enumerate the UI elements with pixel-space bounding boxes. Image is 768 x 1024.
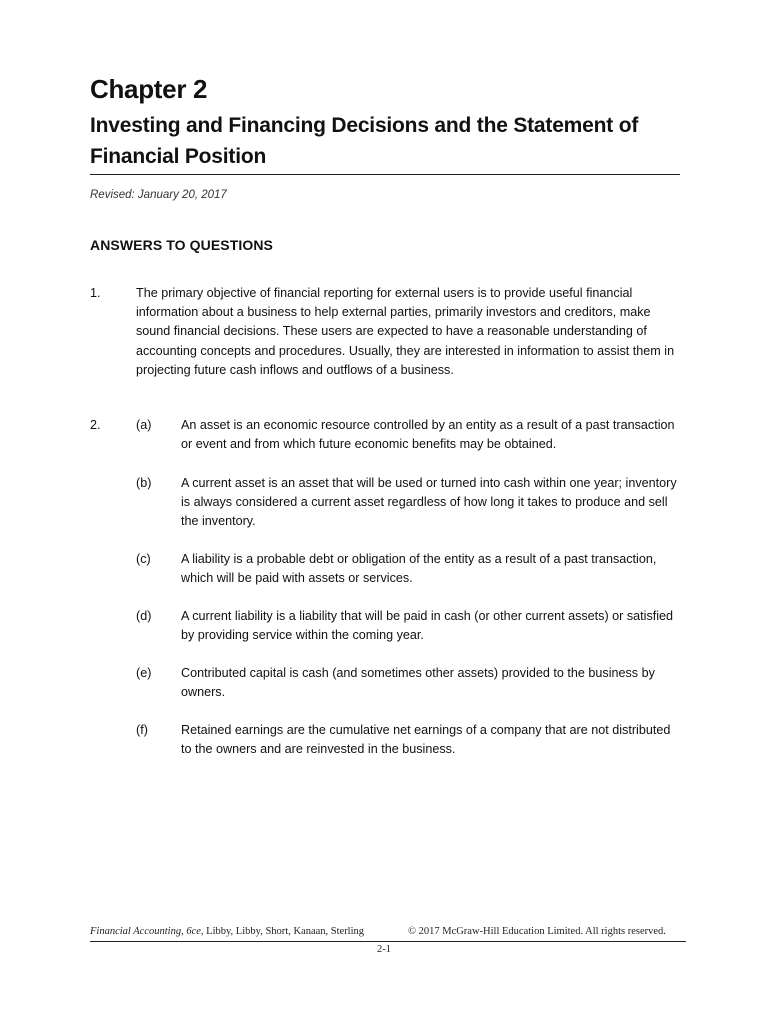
answer-2c-label: (c) xyxy=(136,552,151,566)
footer-authors: Libby, Libby, Short, Kanaan, Sterling xyxy=(203,926,365,937)
answer-2e-label: (e) xyxy=(136,666,152,680)
answer-2c-text: A liability is a probable debt or obligation of the entity as a result of a past transaction, which will be paid with assets or services. xyxy=(181,552,657,586)
chapter-title: Investing and Financing Decisions and the Statement of Financial Position xyxy=(90,114,639,168)
answer-2b-label: (b) xyxy=(136,476,152,490)
page-number: 2-1 xyxy=(377,944,391,955)
answer-2e-text: Contributed capital is cash (and sometimes other assets) provided to the business by owners. xyxy=(181,666,655,700)
answer-2f-text: Retained earnings are the cumulative net earnings of a company that are not distributed to the owners and are reinvested in the business. xyxy=(181,723,671,757)
footer-divider xyxy=(90,941,686,942)
answer-text-1: The primary objective of financial reporting for external users is to provide useful financial information about a business to help external parties, primarily investors and creditors, make sound financial decisions. These users are expected to have a reasonable understanding of accounting concepts and procedures. Usually, they are interested in information to assist them in projecting future cash inflows and outflows of a business. xyxy=(136,286,675,377)
footer-citation xyxy=(90,926,364,937)
revised-date: Revised: January 20, 2017 xyxy=(90,189,227,201)
answer-2d-text: A current liability is a liability that will be paid in cash (or other current assets) or satisfied by providing service within the coming year. xyxy=(181,609,674,643)
section-heading: ANSWERS TO QUESTIONS xyxy=(90,237,273,253)
answer-number-2: 2. xyxy=(90,418,101,432)
answer-2b-text: A current asset is an asset that will be used or turned into cash within one year; inventory is always considered a current asset regardless of how long it takes to produce and sell the inventory. xyxy=(181,476,677,529)
chapter-heading: Chapter 2 xyxy=(90,74,208,104)
answer-number-1: 1. xyxy=(90,286,101,300)
answer-2a-label: (a) xyxy=(136,418,152,432)
footer-copyright: © 2017 McGraw-Hill Education Limited. All rights reserved. xyxy=(408,926,666,937)
answer-2a-text: An asset is an economic resource controlled by an entity as a result of a past transaction or event and from which future economic benefits may be obtained. xyxy=(181,418,675,452)
title-divider xyxy=(90,174,680,175)
page-footer xyxy=(90,926,690,937)
footer-book-title: Financial Accounting, 6ce, xyxy=(90,926,204,937)
answer-2d-label: (d) xyxy=(136,609,152,623)
answer-2f-label: (f) xyxy=(136,723,148,737)
